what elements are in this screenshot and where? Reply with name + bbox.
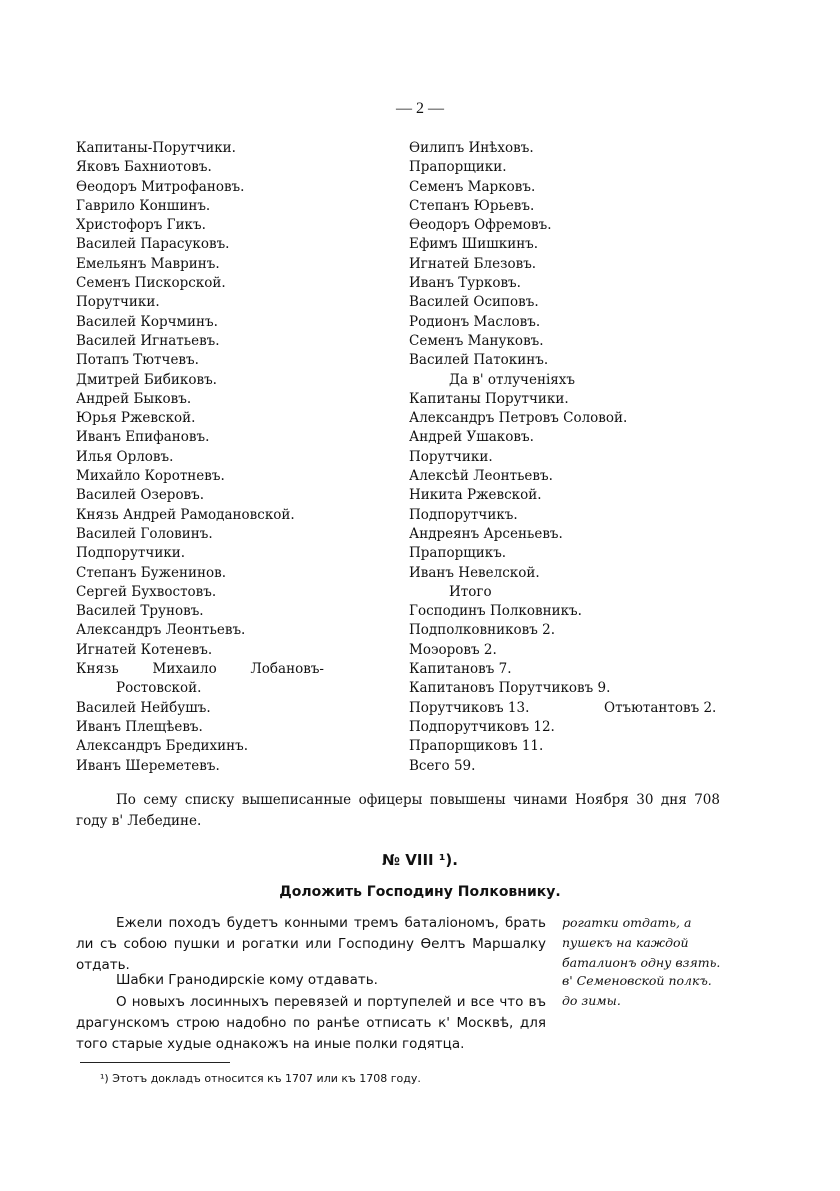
list-item: Василей Нейбушъ. (76, 699, 211, 716)
list-item: Илья Орловъ. (76, 448, 174, 465)
list-item: Моэоровъ 2. (409, 641, 497, 658)
list-item: Семенъ Мануковъ. (409, 332, 544, 349)
margin-note: рогатки отдать, а пушекъ на каждой баталионъ одну взять. (562, 915, 721, 970)
list-item: Порутчики. (76, 294, 160, 311)
list-item: Василей Парасуковъ. (76, 236, 230, 253)
list-item: Александръ Петровъ Соловой. (409, 410, 628, 427)
list-item-spread (76, 660, 324, 679)
page-number: — 2 — (396, 100, 444, 117)
list-item: Александръ Бредихинъ. (76, 738, 249, 755)
body-paragraph: О новыхъ лосинныхъ перевязей и портупелей и все что въ драгунскомъ строю надобно по ранѣе отписать к' Москвѣ, для того старые худые однакожъ на иные полки годятца. (76, 994, 546, 1052)
section-title: Доложить Господину Полковнику. (279, 884, 561, 900)
list-item: Иванъ Епифановъ. (76, 429, 210, 446)
list-item-continuation: Ростовской. (116, 680, 202, 697)
list-item: Семенъ Марковъ. (409, 178, 536, 195)
list-item: Василей Труновъ. (76, 603, 204, 620)
list-item: Прапорщиковъ 11. (409, 738, 544, 755)
body-paragraph: Ежели походъ будетъ конными тремъ баталіономъ, брать ли съ собою пушки и рогатки или Господину Өелтъ Маршалку отдать. (76, 915, 546, 973)
list-item: Өилипъ Инѣховъ. (409, 140, 534, 156)
list-item: Капитаны-Порутчики. (76, 140, 236, 156)
body-paragraph: Шабки Гранодирскіе кому отдавать. (116, 972, 378, 988)
list-item: Дмитрей Бибиковъ. (76, 371, 217, 388)
list-item: Прапорщикъ. (409, 545, 507, 562)
officer-list-right (409, 139, 719, 776)
list-item: Юрья Ржевской. (76, 410, 196, 427)
list-item: Подпорутчикъ. (409, 506, 518, 523)
list-item: Порутчики. (409, 448, 493, 465)
summary-paragraph: По сему списку вышеписанные офицеры повышены чинами Ноября 30 дня 708 году в' Лебедине. (76, 792, 720, 829)
list-item: Иванъ Невелской. (409, 564, 540, 581)
list-item: Сергей Бухвостовъ. (76, 583, 217, 600)
list-item: Василей Корчминъ. (76, 313, 218, 330)
list-item: Прапорщики. (409, 159, 507, 176)
list-item: Өеодоръ Митрофановъ. (76, 178, 245, 195)
officer-list-left (76, 139, 386, 776)
list-item: Андрей Ушаковъ. (409, 429, 534, 446)
margin-note: до зимы. (562, 993, 621, 1008)
list-item: Игнатей Блезовъ. (409, 255, 537, 272)
name-part: Князь (76, 661, 119, 678)
subheading: Итого (449, 583, 492, 600)
list-item: Ефимъ Шишкинъ. (409, 236, 539, 253)
list-item: Емельянъ Мавринъ. (76, 255, 220, 272)
list-item: Василей Патокинъ. (409, 352, 549, 369)
list-item: Потапъ Тютчевъ. (76, 352, 199, 369)
list-item: Михайло Коротневъ. (76, 468, 225, 485)
list-item: Капитановъ Порутчиковъ 9. (409, 680, 611, 697)
list-item: Капитановъ 7. (409, 661, 512, 678)
name-part: Лобановъ- (250, 661, 324, 678)
list-item: Подполковниковъ 2. (409, 622, 556, 639)
list-item: Князь Андрей Рамодановской. (76, 506, 295, 523)
list-item: Андрей Быковъ. (76, 390, 192, 407)
footnote-divider (80, 1062, 230, 1063)
list-item: Иванъ Турковъ. (409, 275, 521, 292)
list-item: Степанъ Буженинов. (76, 564, 226, 581)
list-item: Иванъ Плещѣевъ. (76, 718, 203, 735)
list-item: Родионъ Масловъ. (409, 313, 541, 330)
list-item: Никита Ржевской. (409, 487, 542, 504)
list-item: Василей Озеровъ. (76, 487, 205, 504)
aside-note: Отъютантовъ 2. (604, 700, 717, 716)
list-item: Господинъ Полковникъ. (409, 603, 582, 620)
margin-note: в' Семеновской полкъ. (562, 973, 712, 988)
list-item: Александръ Леонтьевъ. (76, 622, 246, 639)
list-item: Яковъ Бахниотовъ. (76, 159, 212, 176)
list-item: Василей Головинъ. (76, 525, 213, 542)
list-item: Степанъ Юрьевъ. (409, 197, 535, 214)
list-item: Василей Осиповъ. (409, 294, 539, 311)
list-item: Семенъ Пискорской. (76, 275, 226, 292)
list-item: Игнатей Котеневъ. (76, 641, 213, 658)
list-item: Алексѣй Леонтьевъ. (409, 468, 553, 485)
list-item: Василей Игнатьевъ. (76, 332, 220, 349)
list-item: Өеодоръ Офремовъ. (409, 217, 552, 234)
section-number: № VIII ¹). (382, 851, 458, 869)
list-item: Андреянъ Арсеньевъ. (409, 525, 563, 542)
footnote: ¹) Этотъ докладъ относится къ 1707 или къ 1708 году. (100, 1072, 421, 1085)
list-item: Всего 59. (409, 757, 476, 774)
list-item: Порутчиковъ 13. (409, 699, 530, 716)
subheading: Да в' отлученіяхъ (449, 371, 575, 388)
list-item: Подпорутчиковъ 12. (409, 718, 555, 735)
list-item: Гаврило Коншинъ. (76, 197, 211, 214)
list-item: Христофоръ Гикъ. (76, 217, 206, 234)
list-item: Подпорутчики. (76, 545, 186, 562)
list-item: Капитаны Порутчики. (409, 390, 569, 407)
list-item: Иванъ Шереметевъ. (76, 757, 220, 774)
name-part: Михаило (152, 661, 217, 678)
